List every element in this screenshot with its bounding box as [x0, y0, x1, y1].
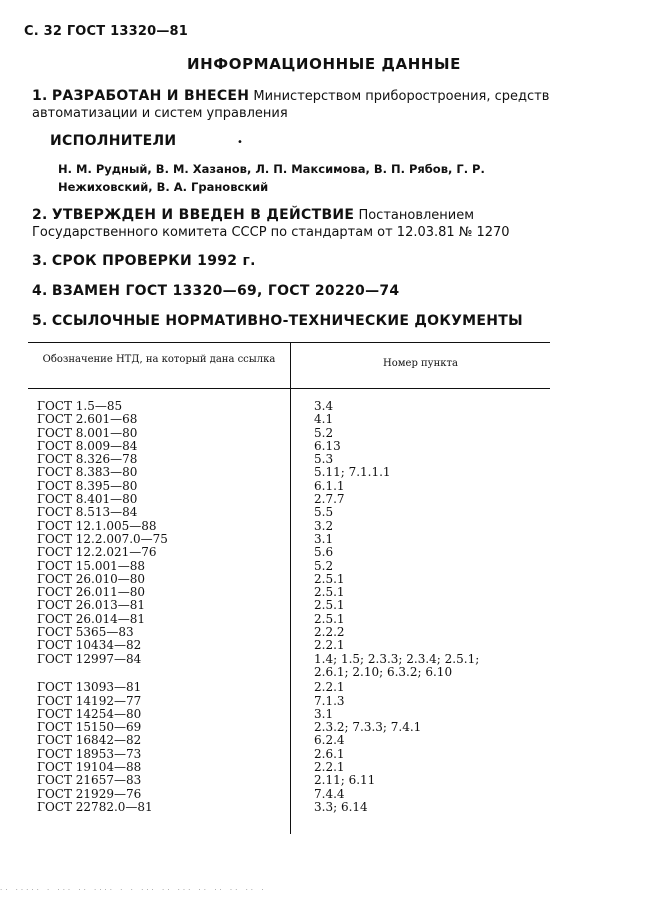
table-row — [28, 639, 550, 652]
section-4 — [32, 283, 552, 300]
table-row — [28, 413, 550, 426]
table-row — [28, 586, 550, 599]
table-cell-clause: 6.1.1 — [314, 478, 345, 493]
section-5 — [32, 313, 552, 330]
section-1-heading: РАЗРАБОТАН И ВНЕСЕН — [51, 88, 250, 104]
table-cell-clause: 7.1.3 — [314, 693, 345, 708]
table-cell-document: ГОСТ 12.2.007.0—75 — [37, 531, 168, 546]
table-row — [28, 626, 550, 639]
table-cell-document: ГОСТ 8.395—80 — [37, 478, 138, 493]
table-row — [28, 653, 550, 666]
table-row — [28, 480, 550, 493]
table-cell-document: ГОСТ 8.001—80 — [37, 425, 138, 440]
table-cell-document: ГОСТ 8.401—80 — [37, 492, 138, 507]
executors-names: Н. М. Рудный, В. М. Хазанов, Л. П. Максимова, В. П. Рябов, Г. Р. Нежиховский, В. А. Грановский — [58, 162, 485, 194]
table-cell-clause: 5.11; 7.1.1.1 — [314, 465, 391, 480]
table-cell-document: ГОСТ 16842—82 — [37, 733, 142, 748]
table-cell-document: ГОСТ 12.1.005—88 — [37, 518, 157, 533]
table-row — [28, 788, 550, 801]
table-row — [28, 546, 550, 559]
table-row — [28, 695, 550, 708]
table-row — [28, 599, 550, 612]
table-row — [28, 506, 550, 519]
table-cell-clause: 6.13 — [314, 438, 341, 453]
table-cell-document: ГОСТ 26.013—81 — [37, 598, 146, 613]
section-2-number: 2. — [32, 207, 48, 223]
section-1 — [32, 88, 552, 122]
table-cell-clause: 6.2.4 — [314, 733, 345, 748]
section-1-text: Министерством приборостроения, средств автоматизации и систем управления — [32, 89, 550, 121]
table-row — [28, 613, 550, 626]
section-4-number: 4. — [32, 283, 48, 299]
table-cell-clause: 3.1 — [314, 531, 334, 546]
table-cell-document: ГОСТ 1.5—85 — [37, 399, 123, 413]
table-row — [28, 573, 550, 586]
table-cell-clause: 2.5.1 — [314, 598, 345, 613]
table-row — [28, 427, 550, 440]
table-row — [28, 400, 550, 413]
table-cell-clause: 2.3.2; 7.3.3; 7.4.1 — [314, 720, 422, 735]
table-cell-document: ГОСТ 19104—88 — [37, 760, 142, 775]
table-cell-clause: 5.2 — [314, 425, 334, 440]
table-cell-document: ГОСТ 22782.0—81 — [37, 799, 153, 814]
table-cell-document: ГОСТ 5365—83 — [37, 625, 134, 640]
section-1-number: 1. — [32, 88, 48, 104]
table-header-document: Обозначение НТД, на который дана ссылка — [42, 354, 276, 365]
table-cell-clause: 5.6 — [314, 545, 334, 560]
table-row — [28, 666, 550, 679]
table-row — [28, 748, 550, 761]
table-row — [28, 533, 550, 546]
section-2-heading: УТВЕРЖДЕН И ВВЕДЕН В ДЕЙСТВИЕ — [51, 207, 355, 223]
table-cell-clause: 5.5 — [314, 505, 334, 520]
section-2 — [32, 207, 552, 241]
table-cell-document: ГОСТ 2.601—68 — [37, 412, 138, 427]
section-3-heading: СРОК ПРОВЕРКИ 1992 г. — [51, 253, 256, 269]
table-cell-clause: 2.2.2 — [314, 625, 345, 640]
table-row — [28, 493, 550, 506]
table-row — [28, 721, 550, 734]
table-cell-document: ГОСТ 12.2.021—76 — [37, 545, 157, 560]
table-cell-clause: 2.5.1 — [314, 585, 345, 600]
table-row — [28, 453, 550, 466]
table-cell-clause: 1.4; 1.5; 2.3.3; 2.3.4; 2.5.1; — [314, 651, 480, 666]
table-cell-document: ГОСТ 13093—81 — [37, 680, 142, 695]
table-row — [28, 801, 550, 814]
table-cell-document: ГОСТ 15150—69 — [37, 720, 142, 735]
table-cell-clause: 2.2.1 — [314, 760, 345, 775]
table-body — [28, 400, 550, 814]
table-cell-document: ГОСТ 8.383—80 — [37, 465, 138, 480]
table-cell-clause: 2.11; 6.11 — [314, 773, 376, 788]
table-row — [28, 761, 550, 774]
section-4-heading: ВЗАМЕН ГОСТ 13320—69, ГОСТ 20220—74 — [51, 283, 400, 299]
table-cell-document: ГОСТ 18953—73 — [37, 746, 142, 761]
table-row — [28, 734, 550, 747]
table-cell-clause: 2.5.1 — [314, 571, 345, 586]
table-cell-clause: 3.1 — [314, 706, 334, 721]
table-cell-document: ГОСТ 8.326—78 — [37, 452, 138, 467]
table-cell-clause: 5.3 — [314, 452, 334, 467]
page-header: С. 32 ГОСТ 13320—81 — [24, 24, 189, 39]
table-cell-document: ГОСТ 26.010—80 — [37, 571, 146, 586]
document-title: ИНФОРМАЦИОННЫЕ ДАННЫЕ — [186, 55, 462, 73]
table-row — [28, 560, 550, 573]
table-cell-document — [28, 666, 290, 679]
table-row — [28, 681, 550, 694]
table-cell-clause: 5.2 — [314, 558, 334, 573]
table-top-rule — [28, 342, 550, 343]
table-header-clause: Номер пункта — [383, 358, 458, 369]
table-row — [28, 440, 550, 453]
table-cell-document: ГОСТ 26.011—80 — [37, 585, 146, 600]
stray-mark: • — [237, 137, 243, 148]
section-5-number: 5. — [32, 313, 48, 329]
table-cell-document: ГОСТ 26.014—81 — [37, 611, 146, 626]
table-cell-document: ГОСТ 10434—82 — [37, 638, 142, 653]
table-cell-clause: 3.2 — [314, 518, 334, 533]
table-cell-clause: 2.6.1 — [314, 746, 345, 761]
table-cell-clause: 4.1 — [314, 412, 334, 427]
table-cell-document: ГОСТ 8.009—84 — [37, 438, 138, 453]
table-cell-document: ГОСТ 14192—77 — [37, 693, 142, 708]
scan-artifact: ·· ····· · ··· ·· ···· · · ··· ·· ··· ·· ·· ·· ·· · — [0, 886, 267, 894]
table-cell-clause: 2.2.1 — [314, 638, 345, 653]
table-cell-document: ГОСТ 14254—80 — [37, 706, 142, 721]
reference-table — [28, 342, 550, 834]
section-5-heading: ССЫЛОЧНЫЕ НОРМАТИВНО-ТЕХНИЧЕСКИЕ ДОКУМЕНТЫ — [51, 313, 523, 329]
table-cell-document: ГОСТ 12997—84 — [37, 651, 142, 666]
section-3 — [32, 253, 552, 270]
table-cell-document: ГОСТ 8.513—84 — [37, 505, 138, 520]
table-cell-clause: 2.7.7 — [314, 492, 345, 507]
table-cell-document: ГОСТ 21657—83 — [37, 773, 142, 788]
table-cell-clause: 2.6.1; 2.10; 6.3.2; 6.10 — [314, 664, 453, 679]
table-row — [28, 708, 550, 721]
table-cell-clause: 2.5.1 — [314, 611, 345, 626]
executors-heading: ИСПОЛНИТЕЛИ — [50, 133, 177, 149]
table-header-rule — [28, 388, 550, 389]
table-cell-clause: 2.2.1 — [314, 680, 345, 695]
table-cell-document: ГОСТ 21929—76 — [37, 786, 142, 801]
table-cell-clause: 3.4 — [314, 399, 334, 413]
section-3-number: 3. — [32, 253, 48, 269]
table-row — [28, 466, 550, 479]
table-cell-clause: 3.3; 6.14 — [314, 799, 368, 814]
table-row — [28, 774, 550, 787]
table-cell-document: ГОСТ 15.001—88 — [37, 558, 146, 573]
table-cell-clause: 7.4.4 — [314, 786, 345, 801]
table-row — [28, 520, 550, 533]
section-2-text: Постановлением Государственного комитета СССР по стандартам от 12.03.81 № 1270 — [32, 208, 510, 240]
